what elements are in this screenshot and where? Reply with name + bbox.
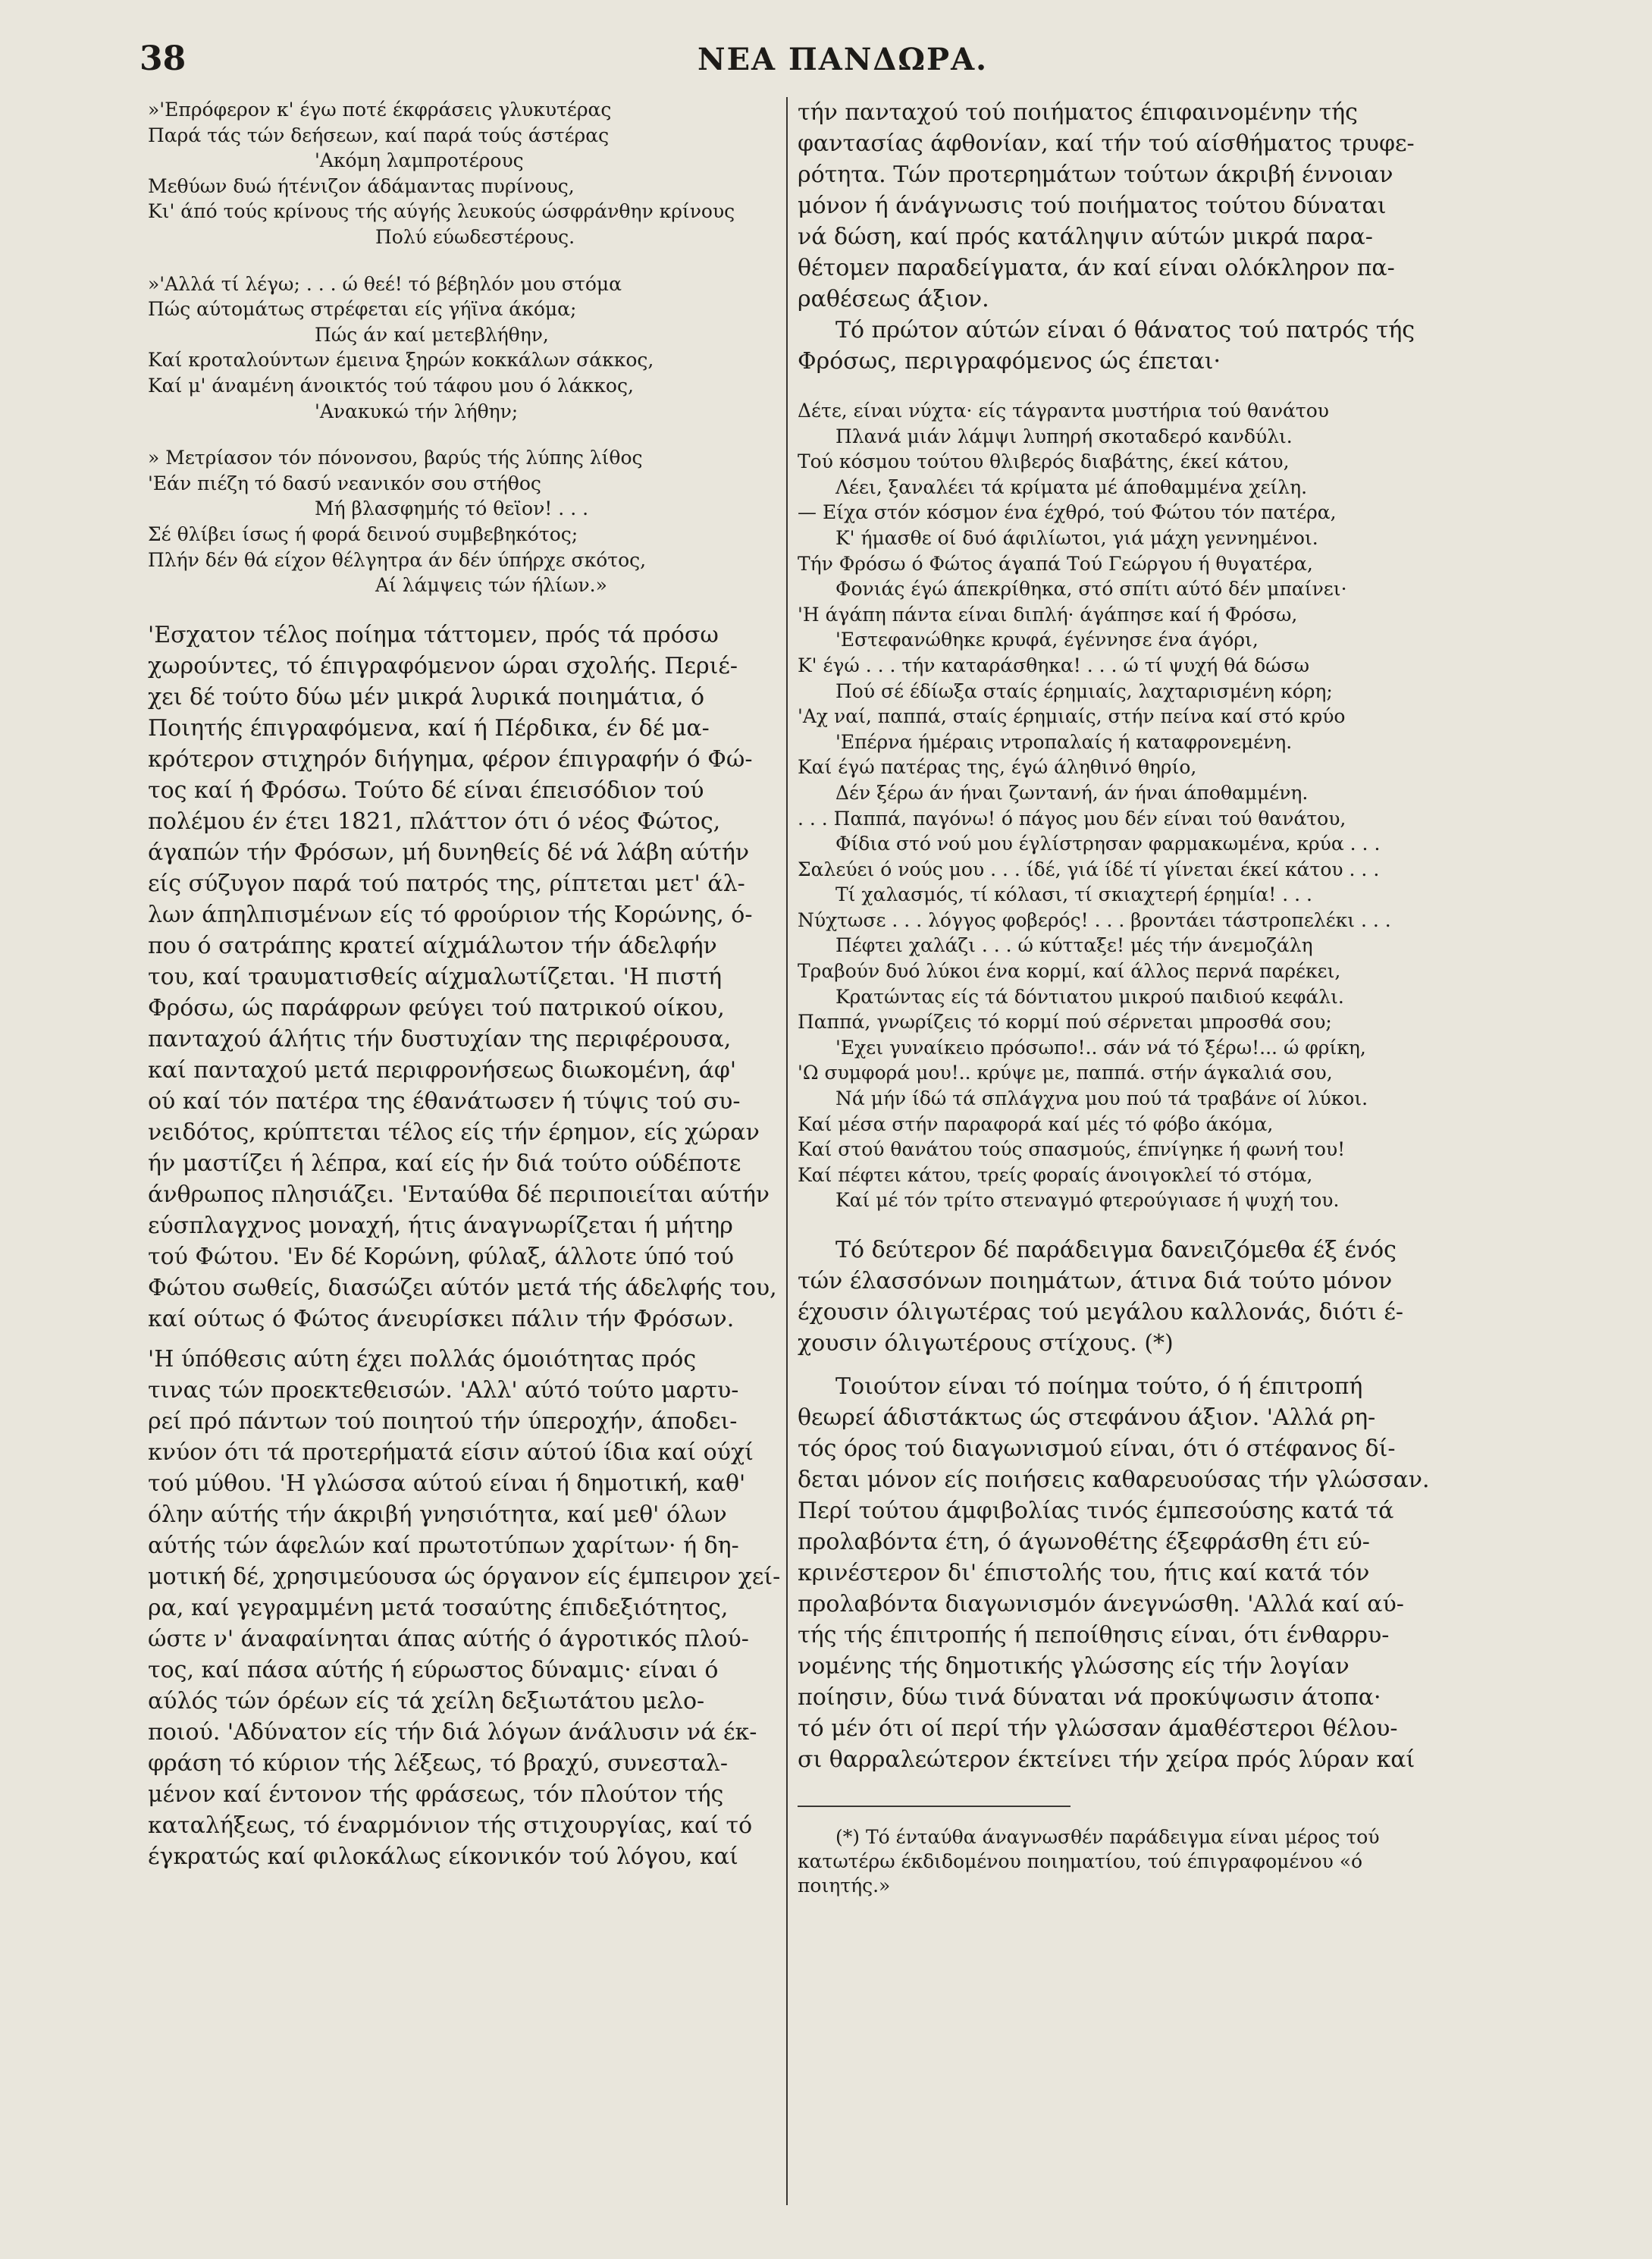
verse-line: Τί χαλασμός, τί κόλασι, τί σκιαχτερή έρημία! . . . [835, 883, 1312, 906]
verse-line: Πέφτει χαλάζι . . . ώ κύτταξε! μές τήν άνεμοζάλη [835, 934, 1313, 957]
text-line: φράση τό κύριον τής λέξεως, τό βραχύ, συνεσταλ- [148, 1749, 729, 1777]
verse-line: 'Ανακυκώ τήν λήθην; [315, 400, 519, 422]
text-line: πανταχού άλήτις τήν δυστυχίαν της περιφέρουσα, [148, 1025, 732, 1053]
text-line: χει δέ τούτο δύω μέν μικρά λυρικά ποιημάτια, ό [148, 683, 705, 711]
verse-line: Καί μ' άναμένη άνοικτός τού τάφου μου ό λάκκος, [148, 374, 634, 397]
verse-line: » Μετρίασον τόν πόνονσου, βαρύς τής λύπης λίθος [148, 447, 643, 469]
verse-line: Καί μέσα στήν παραφορά καί μές τό φόβο άκόμα, [798, 1112, 1274, 1135]
footnote-rule [798, 1806, 1071, 1807]
verse-line: Πλανά μιάν λάμψι λυπηρή σκοταδερό κανδύλι. [835, 425, 1293, 447]
text-line: Φώτου σωθείς, διασώζει αύτόν μετά τής άδελφής του, [148, 1274, 777, 1301]
verse-line: Νύχτωσε . . . λόγγος φοβερός! . . . βροντάει τάστροπελέκι . . . [798, 908, 1391, 931]
verse-line: Πλήν δέν θά είχον θέλγητρα άν δέν ύπήρχε σκότος, [148, 548, 647, 571]
text-line: είς σύζυγον παρά τού πατρός της, ρίπτεται μετ' άλ- [148, 870, 745, 897]
verse-line: . . . Παππά, παγόνω! ό πάγος μου δέν είναι τού θανάτου, [798, 807, 1346, 830]
text-line: αύλός τών όρέων είς τά χείλη δεξιωτάτου μελο- [148, 1687, 705, 1715]
text-line: έγκρατώς καί φιλοκάλως είκονικόν τού λόγου, καί [148, 1843, 738, 1870]
verse-line: Μεθύων δυώ ήτένιζον άδάμαντας πυρίνους, [148, 174, 575, 197]
left-poem-stanza-1 [148, 97, 785, 250]
text-line: εύσπλαγχνος μοναχή, ήτις άναγνωρίζεται ή μήτηρ [148, 1212, 733, 1239]
right-column [788, 97, 1450, 1898]
left-poem-stanza-3 [148, 445, 785, 598]
text-line: 'Η ύπόθεσις αύτη έχει πολλάς όμοιότητας πρός [148, 1345, 697, 1373]
verse-line: Κρατώντας είς τά δόντιατου μικρού παιδιού κεφάλι. [835, 985, 1344, 1008]
column-divider [786, 97, 788, 2205]
verse-line: Σέ θλίβει ίσως ή φορά δεινού συμβεβηκότος; [148, 522, 578, 545]
left-paragraph-1 [148, 620, 785, 1335]
text-line: προλαβόντα έτη, ό άγωνοθέτης έξεφράσθη έτι εύ- [798, 1529, 1370, 1555]
text-line: ήν μαστίζει ή λέπρα, καί είς ήν διά τούτο ούδέποτε [148, 1150, 741, 1177]
text-line: καί ούτως ό Φώτος άνευρίσκει πάλιν τήν Φρόσων. [148, 1305, 735, 1332]
text-line: τος, καί πάσα αύτής ή εύρωστος δύναμις· είναι ό [148, 1656, 719, 1683]
text-line: νομένης τής δημοτικής γλώσσης είς τήν λογίαν [798, 1653, 1349, 1680]
verse-line: Αί λάμψεις τών ήλίων.» [375, 574, 607, 597]
text-line: ραθέσεως άξιον. [798, 286, 989, 312]
verse-line: Σαλεύει ό νούς μου . . . ίδέ, γιά ίδέ τί γίνεται έκεί κάτου . . . [798, 858, 1380, 880]
verse-line: 'Αχ ναί, παππά, σταίς έρημιαίς, στήν πείνα καί στό κρύο [798, 705, 1346, 728]
text-line: άνθρωπος πλησιάζει. 'Ενταύθα δέ περιποιείται αύτήν [148, 1181, 770, 1208]
text-line: ποιού. 'Αδύνατον είς τήν διά λόγων άνάλυσιν νά έκ- [148, 1718, 757, 1746]
verse-line: Πώς άν καί μετεβλήθην, [315, 323, 549, 346]
footnote [798, 1825, 1450, 1898]
verse-line: Καί έγώ πατέρας της, έγώ άληθινό θηρίο, [798, 756, 1197, 779]
text-line: 'Εσχατον τέλος ποίημα τάττομεν, πρός τά πρόσω [148, 621, 719, 648]
verse-line: Τήν Φρόσω ό Φώτος άγαπά Τού Γεώργου ή θυγατέρα, [798, 552, 1313, 575]
text-line: θέτομεν παραδείγματα, άν καί είναι ολόκληρον πα- [798, 255, 1395, 281]
verse-line: 'Η άγάπη πάντα είναι διπλή· άγάπησε καί ή Φρόσω, [798, 603, 1298, 626]
text-line: τού μύθου. 'Η γλώσσα αύτού είναι ή δημοτική, καθ' [148, 1470, 746, 1497]
verse-line: 'Εάν πιέζη τό δασύ νεανικόν σου στήθος [148, 472, 541, 494]
verse-line: Πολύ εύωδεστέρους. [375, 225, 575, 248]
text-line: Φρόσως, περιγραφόμενος ώς έπεται· [798, 348, 1221, 375]
text-line: τήν πανταχού τού ποιήματος έπιφαινομένην τής [798, 99, 1358, 126]
text-line: μένον καί έντονον τής φράσεως, τόν πλούτον τής [148, 1781, 724, 1808]
text-line: τής τής έπιτροπής ή πεποίθησις είναι, ότι ένθαρρυ- [798, 1622, 1390, 1649]
text-line: τος καί ή Φρόσω. Τούτο δέ είναι έπεισόδιον τού [148, 777, 704, 804]
text-line: τινας τών προεκτεθεισών. 'Αλλ' αύτό τούτο μαρτυ- [148, 1376, 739, 1404]
verse-line: Κι' άπό τούς κρίνους τής αύγής λευκούς ώσφράνθην κρίνους [148, 200, 735, 223]
text-line: αύτής τών άφελών καί πρωτοτύπων χαρίτων· ή δη- [148, 1532, 739, 1559]
verse-line: Τού κόσμου τούτου θλιβερός διαβάτης, έκεί κάτου, [798, 450, 1290, 473]
right-poem [798, 398, 1450, 1213]
text-line: νά δώση, καί πρός κατάληψιν αύτών μικρά παρα- [798, 224, 1373, 250]
text-line: ποίησιν, δύω τινά δύναται νά προκύψωσιν άτοπα· [798, 1684, 1381, 1711]
verse-line: 'Ακόμη λαμπροτέρους [315, 149, 524, 172]
verse-line: Δέτε, είναι νύχτα· είς τάγραντα μυστήρια τού θανάτου [798, 400, 1329, 422]
text-line: ού καί τόν πατέρα της έθανάτωσεν ή τύψις τού συ- [148, 1087, 741, 1115]
right-paragraph-2 [798, 1235, 1450, 1359]
verse-line: »'Επρόφερον κ' έγω ποτέ έκφράσεις γλυκυτέρας [148, 99, 612, 121]
text-line: ώστε ν' άναφαίνηται άπας αύτής ό άγροτικός πλού- [148, 1625, 749, 1652]
verse-line: Κ' ήμασθε οί δυό άφιλίωτοι, γιά μάχη γεννημένοι. [835, 526, 1318, 549]
text-line: ρότητα. Τών προτερημάτων τούτων άκριβή έννοιαν [798, 162, 1393, 188]
left-paragraph-2 [148, 1344, 785, 1872]
text-line: του, καί τραυματισθείς αίχμαλωτίζεται. 'Η πιστή [148, 963, 723, 990]
text-line: κνύον ότι τά προτερήματά είσιν αύτού ίδια καί ούχί [148, 1439, 754, 1466]
text-line: Τό πρώτον αύτών είναι ό θάνατος τού πατρός τής [835, 317, 1415, 344]
text-line: τός όρος τού διαγωνισμού είναι, ότι ό στέφανος δί- [798, 1435, 1396, 1462]
verse-line: Φίδια στό νού μου έγλίστρησαν φαρμακωμένα, κρύα . . . [835, 833, 1381, 855]
text-line: έχουσιν όλιγωτέρας τού μεγάλου καλλονάς, διότι έ- [798, 1299, 1404, 1326]
text-line: κρότερον στιχηρόν διήγημα, φέρον έπιγραφήν ό Φώ- [148, 745, 753, 773]
text-line: χωρούντες, τό έπιγραφόμενον ώραι σχολής. Περιέ- [148, 652, 738, 679]
verse-line: Καί μέ τόν τρίτο στεναγμό φτερούγιασε ή ψυχή του. [835, 1189, 1340, 1212]
verse-line: Πού σέ έδίωξα σταίς έρημιαίς, λαχταρισμένη κόρη; [835, 679, 1333, 702]
text-line: σι θαρραλεώτερον έκτείνει τήν χείρα πρός λύραν καί [798, 1746, 1415, 1773]
verse-line: Μή βλασφημής τό θεϊον! . . . [315, 497, 589, 520]
text-line: τών έλασσόνων ποιημάτων, άτινα διά τούτο μόνον [798, 1268, 1393, 1294]
verse-line: Δέν ξέρω άν ήναι ζωντανή, άν ήναι άποθαμμένη. [835, 781, 1309, 804]
verse-line: 'Εχει γυναίκειο πρόσωπο!.. σάν νά τό ξέρω!... ώ φρίκη, [835, 1036, 1366, 1059]
text-line: προλαβόντα διαγωνισμόν άνεγνώσθη. 'Αλλά καί αύ- [798, 1591, 1404, 1617]
verse-line: 'Ω συμφορά μου!.. κρύψε με, παππά. στήν άγκαλιά σου, [798, 1062, 1333, 1084]
verse-line: Κ' έγώ . . . τήν καταράσθηκα! . . . ώ τί ψυχή θά δώσω [798, 654, 1309, 676]
verse-line: Καί στού θανάτου τούς σπασμούς, έπνίγηκε ή φωνή του! [798, 1138, 1346, 1161]
text-line: φαντασίας άφθονίαν, καί τήν τού αίσθήματος τρυφε- [798, 130, 1415, 157]
verse-line: 'Εστεφανώθηκε κρυφά, έγέννησε ένα άγόρι, [835, 629, 1259, 651]
verse-line: Καί κροταλούντων έμεινα ξηρών κοκκάλων σάκκος, [148, 349, 654, 372]
text-line: θεωρεί άδιστάκτως ώς στεφάνου άξιον. 'Αλλά ρη- [798, 1404, 1376, 1431]
text-line: νειδότος, κρύπτεται τέλος είς τήν έρημον, είς χώραν [148, 1119, 760, 1146]
left-column [148, 97, 785, 1872]
text-line: δεται μόνον είς ποιήσεις καθαρευούσας τήν γλώσσαν. [798, 1467, 1430, 1493]
text-line: Τό δεύτερον δέ παράδειγμα δανειζόμεθα έξ ένός [835, 1237, 1397, 1263]
footnote-line: κατωτέρω έκδιδομένου ποιηματίου, τού έπιγραφομένου «ό [798, 1850, 1363, 1872]
text-line: καί πανταχού μετά περιφρονήσεως διωκομένη, άφ' [148, 1056, 737, 1084]
verse-line: 'Επέρνα ήμέραις ντροπαλαίς ή καταφρονεμένη. [835, 730, 1293, 753]
text-line: κρινέστερον δι' έπιστολής του, ήτις καί κατά τόν [798, 1560, 1370, 1586]
text-line: που ό σατράπης κρατεί αίχμάλωτον τήν άδελφήν [148, 932, 717, 959]
right-paragraph-3 [798, 1371, 1450, 1775]
left-poem-stanza-2 [148, 271, 785, 425]
text-line: ρεί πρό πάντων τού ποιητού τήν ύπεροχήν, άποδει- [148, 1407, 738, 1435]
verse-line: Φονιάς έγώ άπεκρίθηκα, στό σπίτι αύτό δέν μπαίνει· [835, 578, 1347, 601]
verse-line: Νά μήν ίδώ τά σπλάγχνα μου πού τά τραβάνε οί λύκοι. [835, 1087, 1368, 1110]
text-line: ρα, καί γεγραμμένη μετά τοσαύτης έπιδεξιότητος, [148, 1594, 729, 1621]
text-line: χουσιν όλιγωτέρους στίχους. (*) [798, 1330, 1174, 1357]
verse-line: Πώς αύτομάτως στρέφεται είς γήϊνα άκόμα; [148, 298, 577, 321]
text-line: λων άπηλπισμένων είς τό φρούριον τής Κορώνης, ό- [148, 901, 753, 928]
text-line: Τοιούτον είναι τό ποίημα τούτο, ό ή έπιτροπή [835, 1373, 1363, 1400]
verse-line: — Είχα στόν κόσμον ένα έχθρό, τού Φώτου τόν πατέρα, [798, 501, 1337, 524]
text-line: όλην αύτής τήν άκριβή γνησιότητα, καί μεθ' όλων [148, 1501, 727, 1528]
verse-line: Λέει, ξαναλέει τά κρίματα μέ άποθαμμένα χείλη. [835, 475, 1308, 498]
running-head: ΝΕΑ ΠΑΝΔΩΡΑ. [697, 42, 989, 77]
page-number: 38 [139, 39, 187, 78]
text-line: Φρόσω, ώς παράφρων φεύγει τού πατρικού οίκου, [148, 994, 725, 1021]
text-line: τού Φώτου. 'Εν δέ Κορώνη, φύλαξ, άλλοτε ύπό τού [148, 1243, 734, 1270]
text-line: μόνον ή άνάγνωσις τού ποιήματος τούτου δύναται [798, 193, 1387, 219]
right-paragraph-1 [798, 97, 1450, 377]
verse-line: Τραβούν δυό λύκοι ένα κορμί, καί άλλος περνά παρέκει, [798, 960, 1341, 983]
verse-line: Παρά τάς τών δεήσεων, καί παρά τούς άστέρας [148, 124, 610, 146]
text-line: καταλήξεως, τό έναρμόνιον τής στιχουργίας, καί τό [148, 1812, 753, 1839]
verse-line: Καί πέφτει κάτου, τρείς φοραίς άνοιγοκλεί τό στόμα, [798, 1163, 1313, 1186]
text-line: Περί τούτου άμφιβολίας τινός έμπεσούσης κατά τά [798, 1498, 1394, 1524]
footnote-line: ποιητής.» [798, 1875, 891, 1897]
verse-line: »'Αλλά τί λέγω; . . . ώ θεέ! τό βέβηλόν μου στόμα [148, 272, 622, 295]
footnote-line: (*) Τό ένταύθα άναγνωσθέν παράδειγμα είναι μέρος τού [835, 1826, 1380, 1848]
text-line: πολέμου έν έτει 1821, πλάττον ότι ό νέος Φώτος, [148, 808, 721, 835]
text-line: Ποιητής έπιγραφόμενα, καί ή Πέρδικα, έν δέ μα- [148, 714, 710, 742]
text-line: μοτική δέ, χρησιμεύουσα ώς όργανον είς έμπειρον χεί- [148, 1563, 781, 1590]
text-line: άγαπών τήν Φρόσων, μή δυνηθείς δέ νά λάβη αύτήν [148, 839, 750, 866]
text-line: τό μέν ότι οί περί τήν γλώσσαν άμαθέστεροι θέλου- [798, 1715, 1398, 1742]
verse-line: Παππά, γνωρίζεις τό κορμί πού σέρνεται μπροσθά σου; [798, 1011, 1332, 1034]
